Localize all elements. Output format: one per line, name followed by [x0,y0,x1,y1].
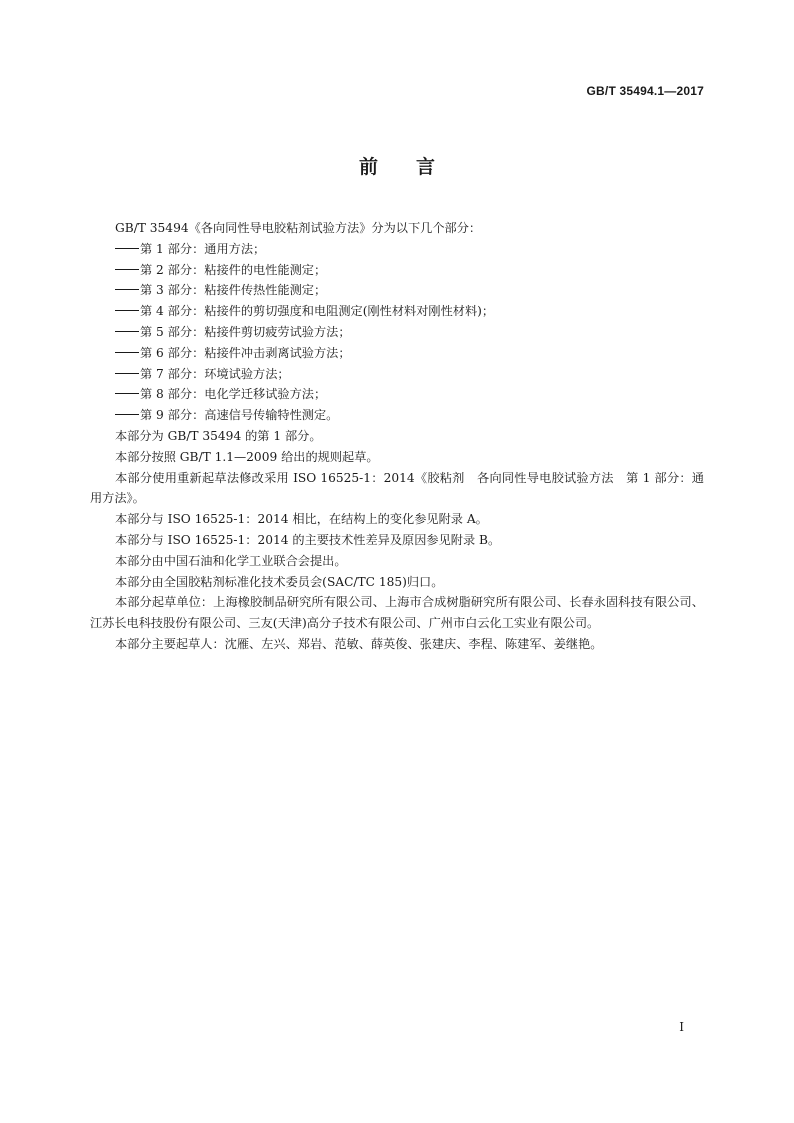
paragraph [90,634,704,655]
page-title [0,152,794,179]
paragraph-text: 本部分由全国胶粘剂标准化技术委员会(SAC/TC 185)归口。 [115,574,444,589]
paragraph [90,530,704,551]
paragraph-text: 本部分主要起草人：沈雁、左兴、郑岩、范敏、薛英俊、张建庆、李程、陈建军、姜继艳。 [115,636,603,651]
paragraph-text: 第 7 部分：环境试验方法； [140,366,290,381]
paragraph-text: 第 3 部分：粘接件传热性能测定； [140,283,327,298]
em-dash-mark [115,373,139,374]
paragraph-text: 本部分按照 GB/T 1.1—2009 给出的规则起草。 [115,449,379,464]
paragraph-text: 第 4 部分：粘接件的剪切强度和电阻测定(刚性材料对刚性材料)； [140,304,495,319]
paragraph [90,468,704,510]
paragraph [90,447,704,468]
em-dash-mark [115,352,139,353]
paragraph-text: 本部分为 GB/T 35494 的第 1 部分。 [115,428,322,443]
paragraph [90,551,704,572]
em-dash-mark [115,289,139,290]
page-number: I [679,1020,684,1034]
em-dash-mark [115,331,139,332]
page-title-part-1: 前 [358,156,378,178]
em-dash-mark [115,310,139,311]
paragraph-text: 本部分与 ISO 16525-1：2014 相比，在结构上的变化参见附录 A。 [115,512,488,527]
paragraph-text: 本部分与 ISO 16525-1：2014 的主要技术性差异及原因参见附录 B。 [115,532,501,547]
em-dash-mark [115,414,139,415]
paragraph-text: GB/T 35494《各向同性导电胶粘剂试验方法》分为以下几个部分： [115,221,482,235]
em-dash-mark [115,248,139,249]
paragraph-text: 第 1 部分：通用方法； [140,241,266,256]
list-item [90,384,704,405]
paragraph-text: 本部分使用重新起草法修改采用 ISO 16525-1：2014《胶粘剂 各向同性导电胶试验方法 第 1 部分：通用方法》。 [90,470,704,506]
list-item [90,301,704,322]
foreword-body [90,218,704,655]
list-item [90,280,704,301]
paragraph [90,509,704,530]
list-item [90,405,704,426]
list-item [90,364,704,385]
page-title-part-2: 言 [416,156,436,178]
paragraph [90,218,704,239]
paragraph [90,592,704,634]
paragraph-text: 第 5 部分：粘接件剪切疲劳试验方法； [140,324,351,339]
list-item [90,343,704,364]
standard-code: GB/T 35494.1—2017 [586,84,704,98]
paragraph-text: 第 9 部分：高速信号传输特性测定。 [140,408,339,423]
paragraph [90,572,704,593]
list-item [90,322,704,343]
paragraph-text: 第 6 部分：粘接件冲击剥离试验方法； [140,345,351,360]
list-item [90,260,704,281]
em-dash-mark [115,269,139,270]
paragraph-text: 本部分起草单位：上海橡胶制品研究所有限公司、上海市合成树脂研究所有限公司、长春永固科技有限公司、江苏长电科技股份有限公司、三友(天津)高分子技术有限公司、广州市白云化工实业有限公司。 [90,595,704,631]
paragraph-text: 第 2 部分：粘接件的电性能测定； [140,262,327,277]
paragraph [90,426,704,447]
paragraph-text: 第 8 部分：电化学迁移试验方法； [140,387,327,402]
list-item [90,239,704,260]
em-dash-mark [115,393,139,394]
paragraph-text: 本部分由中国石油和化学工业联合会提出。 [115,553,347,568]
